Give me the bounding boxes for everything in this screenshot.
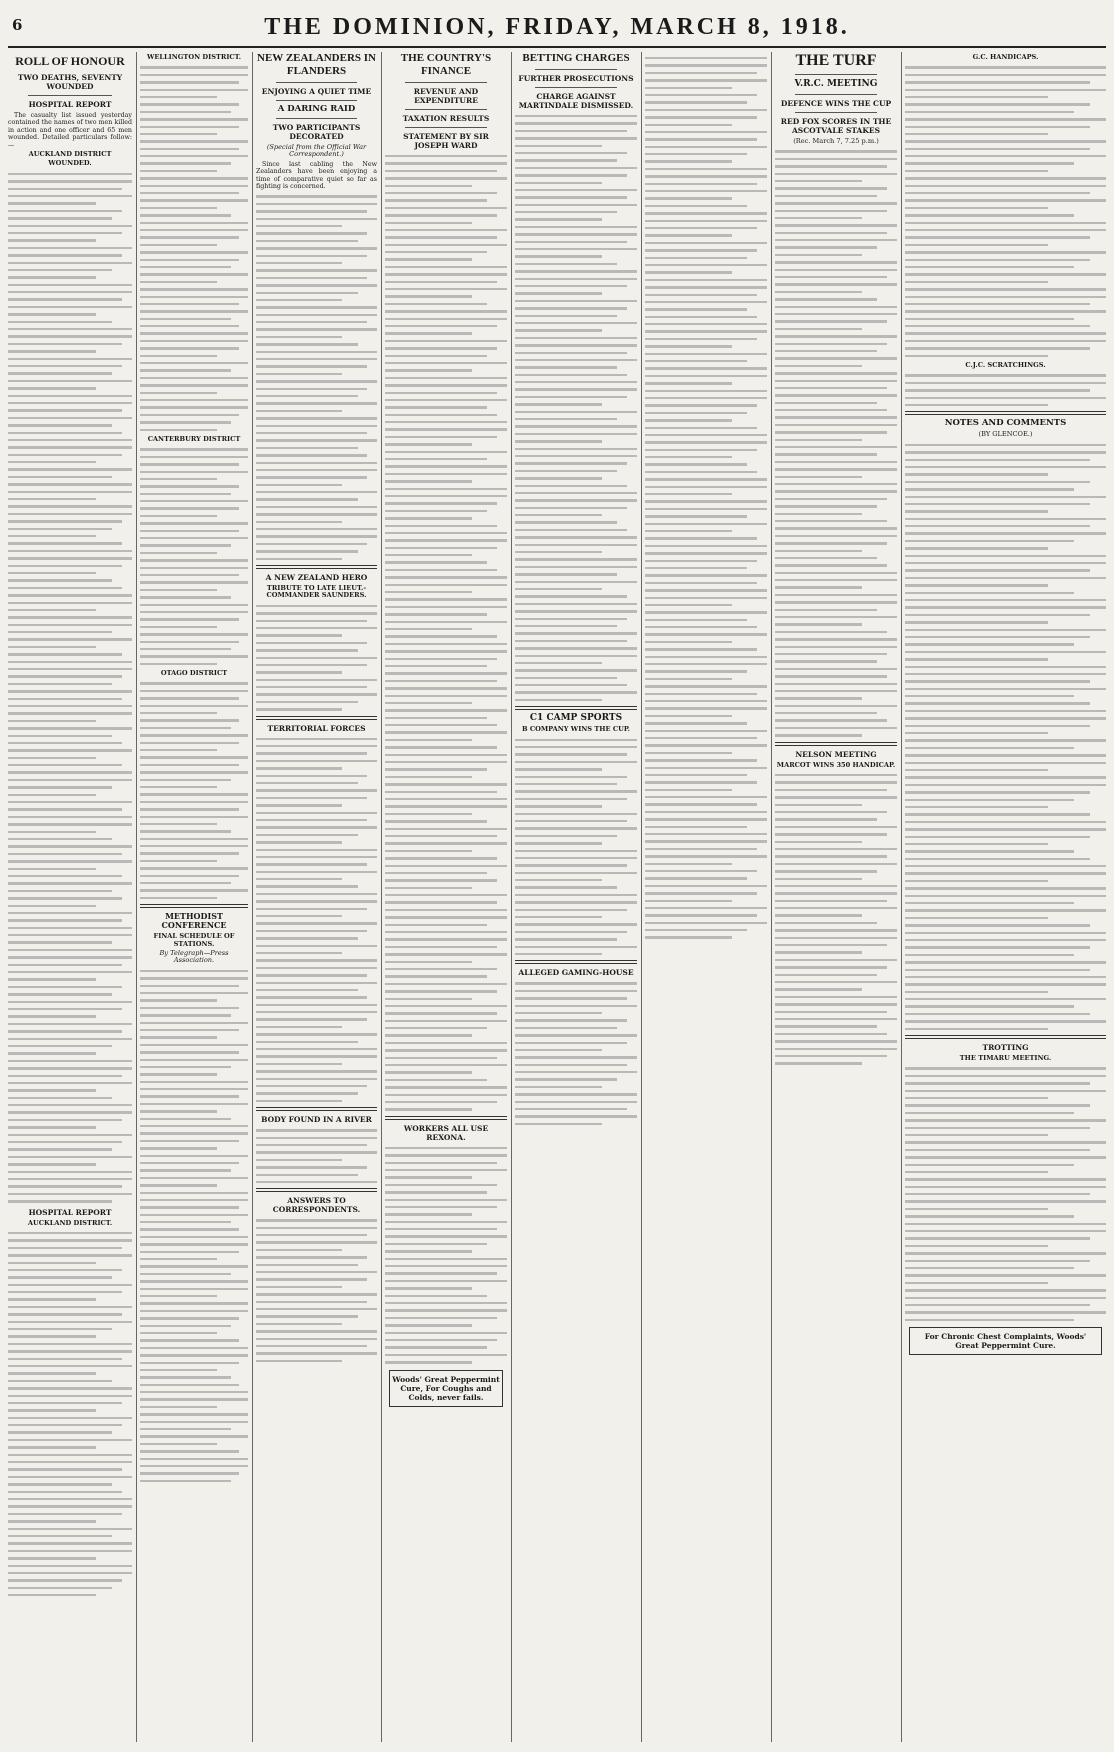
district-heading: AUCKLAND DISTRICT	[28, 150, 112, 159]
column-racing-notes	[905, 52, 1106, 1742]
subheadline: TWO DEATHS, SEVENTY WOUNDED	[17, 73, 123, 91]
divider	[795, 74, 877, 75]
column-rule	[136, 52, 137, 1742]
divider	[405, 127, 487, 128]
divider	[405, 109, 487, 110]
column-rule	[381, 52, 382, 1742]
column-rule	[771, 52, 772, 1742]
divider	[276, 118, 357, 119]
text-block	[385, 155, 507, 1111]
column-rule	[511, 52, 512, 1742]
column-finance	[385, 52, 507, 1742]
article-text: The casualty list issued yesterday contained the names of two men killed in action and one officer and 65 men wounded. Detailed particulars follow:—	[8, 112, 132, 149]
column-rule	[252, 52, 253, 1742]
divider	[140, 904, 248, 908]
divider	[795, 94, 877, 95]
masthead-rule	[8, 46, 1106, 48]
divider	[775, 742, 897, 746]
article-text: Since last cabling the New Zealanders have been enjoying a time of comparative quiet so far as fighting is concerned.	[256, 160, 377, 191]
headline: ALLEGED GAMING-HOUSE	[518, 968, 634, 978]
headline: ROLL OF HONOUR	[15, 54, 125, 68]
subheadline: CHARGE AGAINST MARTINDALE DISMISSED.	[518, 92, 634, 110]
subheadline: B COMPANY WINS THE CUP.	[522, 725, 630, 734]
column-roll-of-honour	[8, 52, 132, 1742]
subheadline: RED FOX SCORES IN THE ASCOTVALE STAKES	[780, 117, 892, 135]
headline: METHODIST CONFERENCE	[161, 911, 227, 931]
subheadline: DEFENCE WINS THE CUP	[780, 99, 892, 108]
headline: NEW ZEALANDERS IN FLANDERS	[257, 52, 376, 77]
section-heading: G.C. HANDICAPS.	[972, 53, 1039, 61]
subheadline: A DARING RAID	[277, 104, 356, 114]
page-number: 6	[12, 16, 23, 34]
divider	[256, 1188, 377, 1192]
headline: TROTTING	[982, 1043, 1029, 1053]
text-block	[905, 66, 1106, 357]
text-block	[905, 1067, 1106, 1321]
subheadline: THE TIMARU MEETING.	[959, 1054, 1052, 1063]
headline: TERRITORIAL FORCES	[267, 723, 366, 733]
text-block	[140, 448, 248, 665]
headline: C1 CAMP SPORTS	[529, 713, 623, 724]
district-heading: WELLINGTON DISTRICT.	[146, 53, 242, 61]
subheadline: MARCOT WINS 350 HANDICAP.	[776, 760, 896, 769]
subheadline: TRIBUTE TO LATE LIEUT.-COMMANDER SAUNDERS.	[266, 583, 367, 600]
byline: By Telegraph—Press Association.	[159, 949, 229, 965]
subheadline: ENJOYING A QUIET TIME	[261, 87, 372, 96]
district-heading: AUCKLAND DISTRICT.	[27, 1218, 113, 1227]
headline: THE TURF	[795, 52, 877, 69]
subheadline: FINAL SCHEDULE OF STATIONS.	[153, 932, 235, 948]
subheadline: HOSPITAL REPORT	[28, 1207, 112, 1217]
headline: ANSWERS TO CORRESPONDENTS.	[272, 1196, 361, 1215]
byline: (BY GLENCOE.)	[978, 430, 1033, 439]
divider	[28, 95, 112, 96]
subheadline: TAXATION RESULTS	[402, 114, 490, 123]
divider	[905, 411, 1106, 415]
advertisement: For Chronic Chest Complaints, Woods' Great Peppermint Cure.	[909, 1327, 1102, 1355]
divider	[535, 87, 617, 88]
headline: THE COUNTRY'S FINANCE	[400, 52, 492, 77]
headline: BODY FOUND IN A RIVER	[261, 1115, 372, 1125]
text-block	[140, 970, 248, 1482]
text-block	[645, 57, 767, 939]
masthead	[0, 14, 1114, 44]
divider	[385, 1116, 507, 1120]
text-block	[905, 444, 1106, 1030]
newspaper-title: THE DOMINION, FRIDAY, MARCH 8, 1918.	[264, 14, 850, 40]
headline: A NEW ZEALAND HERO	[265, 572, 368, 582]
column-rule	[641, 52, 642, 1742]
text-block	[905, 374, 1106, 406]
divider	[515, 960, 637, 964]
section-heading: C.J.C. SCRATCHINGS.	[965, 361, 1046, 370]
text-block	[515, 115, 637, 701]
district-heading: CANTERBURY DISTRICT	[147, 434, 241, 443]
text-block	[140, 66, 248, 431]
text-block	[256, 1129, 377, 1183]
column-flanders	[256, 52, 377, 1742]
advertisement: Woods' Great Peppermint Cure, For Coughs and Colds, never fails.	[389, 1370, 503, 1407]
headline: WORKERS ALL USE REXONA.	[403, 1123, 489, 1142]
divider	[405, 82, 487, 83]
text-block	[515, 739, 637, 956]
text-block	[256, 1219, 377, 1362]
divider	[515, 706, 637, 710]
subheadline: HOSPITAL REPORT	[28, 100, 112, 109]
headline: BETTING CHARGES	[522, 52, 630, 64]
column-turf	[775, 52, 897, 1742]
column-rule	[901, 52, 902, 1742]
divider	[256, 716, 377, 720]
divider	[535, 69, 617, 70]
subheadline: TWO PARTICIPANTS DECORATED	[272, 123, 361, 141]
divider	[256, 565, 377, 569]
text-block	[8, 173, 132, 1203]
divider	[795, 112, 877, 113]
text-block	[385, 1147, 507, 1364]
text-block	[775, 774, 897, 1065]
text-block	[515, 982, 637, 1125]
text-block	[256, 605, 377, 711]
column-betting	[515, 52, 637, 1742]
text-block	[775, 150, 897, 736]
text-block	[140, 682, 248, 899]
dateline: (Rec. March 7, 7.25 p.m.)	[793, 137, 879, 145]
headline: NOTES AND COMMENTS	[944, 418, 1067, 429]
subheadline: V.R.C. MEETING	[794, 79, 878, 89]
headline: NELSON MEETING	[795, 749, 877, 759]
subheadline: FURTHER PROSECUTIONS	[518, 74, 634, 83]
divider	[276, 100, 357, 101]
text-block	[8, 1232, 132, 1597]
column-betting-continued	[645, 52, 767, 1742]
subheadline: REVENUE AND EXPENDITURE	[413, 87, 479, 105]
text-block	[256, 738, 377, 1103]
byline: (Special from the Official War Correspondent.)	[266, 143, 367, 159]
divider	[276, 82, 357, 83]
text-block	[256, 195, 377, 560]
district-heading: OTAGO DISTRICT	[160, 669, 228, 678]
subheadline: STATEMENT BY SIR JOSEPH WARD	[403, 132, 489, 150]
divider	[256, 1107, 377, 1111]
section-heading: WOUNDED.	[48, 159, 92, 168]
column-districts	[140, 52, 248, 1742]
divider	[905, 1035, 1106, 1039]
